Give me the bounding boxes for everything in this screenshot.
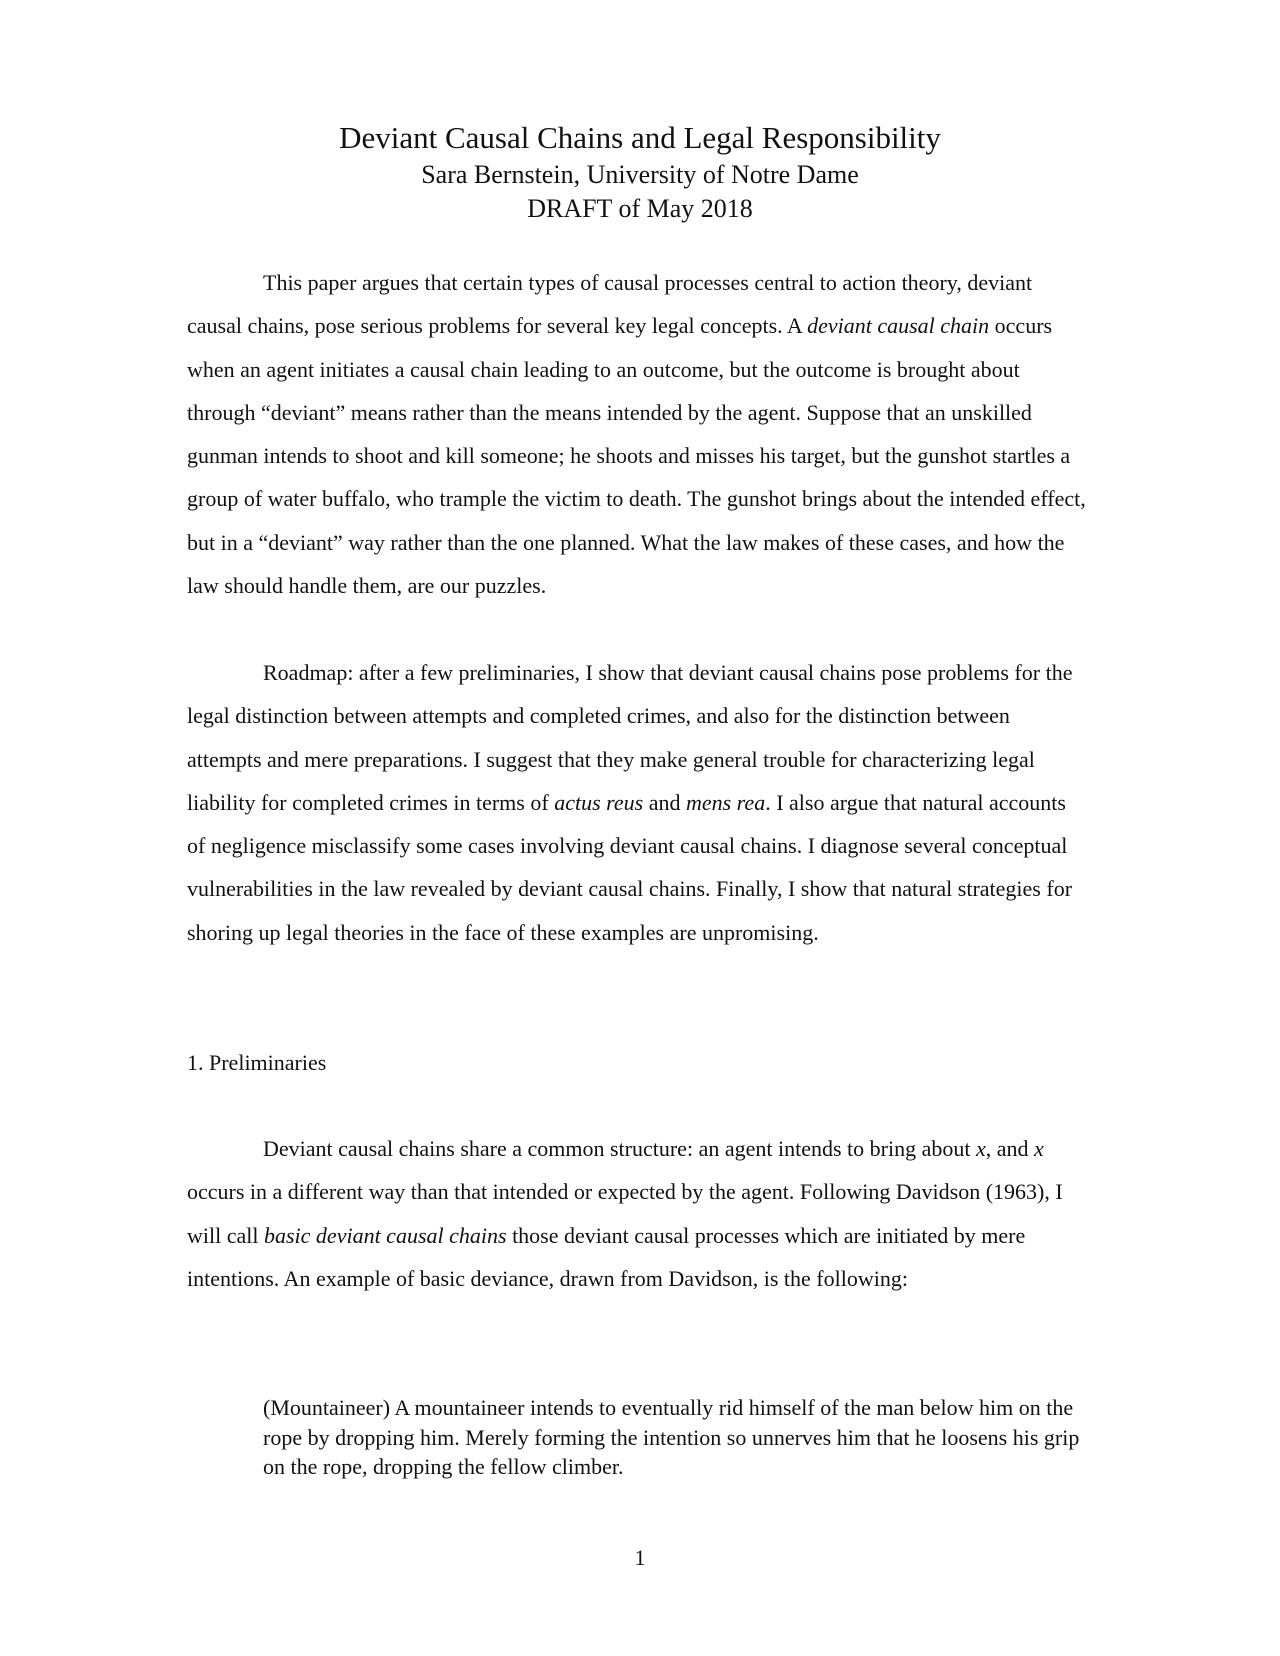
roadmap-text-1: Roadmap: after a few preliminaries, I show that deviant causal chains pose problems for the legal distinction between attempts and completed crimes, and also for the distinction between attempts and mere preparations. I suggest that they make general trouble for characterizing legal liability for completed crimes in terms of (187, 660, 1073, 815)
prelim-text-1: Deviant causal chains share a common structure: an agent intends to bring about (263, 1136, 976, 1161)
roadmap-text-3: . I also argue that natural accounts of negligence misclassify some cases involving deviant causal chains. I diagnose several conceptual vulnerabilities in the law revealed by deviant causal chains. Finally, I show that natural strategies for shoring up legal theories in the face of these examples are unpromising. (187, 789, 1073, 945)
roadmap-text-2: and (643, 789, 686, 815)
roadmap-italic-actus-reus: actus reus (554, 789, 644, 815)
roadmap-italic-mens-rea: mens rea (685, 789, 766, 815)
prelim-italic-term: basic deviant causal chains (263, 1222, 507, 1248)
intro-paragraph (187, 261, 1087, 607)
prelim-italic-x-1: x (975, 1136, 986, 1161)
paper-title: Deviant Causal Chains and Legal Responsibility (339, 120, 941, 155)
author-affiliation: Sara Bernstein, University of Notre Dame (421, 160, 859, 189)
prelim-text-2: , and (985, 1136, 1034, 1161)
prelim-text-3: occurs in a different way than that intended or expected by the agent. Following Davidson (1963), I will call (187, 1179, 1063, 1248)
prelim-italic-x-2: x (1033, 1136, 1044, 1161)
section-heading-preliminaries: 1. Preliminaries (187, 1050, 327, 1075)
intro-text-2: occurs when an agent initiates a causal chain leading to an outcome, but the outcome is brought about through “deviant” means rather than the means intended by the agent. Suppose that an unskilled gunman intends to shoot and kill someone; he shoots and misses his target, but the gunshot startles a group of water buffalo, who trample the victim to death. The gunshot brings about the intended effect, but in a “deviant” way rather than the one planned. What the law makes of these cases, and how the law should handle them, are our puzzles. (187, 313, 1086, 599)
page-number: 1 (634, 1545, 646, 1570)
mountaineer-example-quote: (Mountaineer) A mountaineer intends to eventually rid himself of the man below him on the rope by dropping him. Merely forming the intention so unnerves him that he loosens his grip on the rope, dropping the fellow climber. (263, 1395, 1080, 1479)
roadmap-paragraph (187, 651, 1087, 954)
intro-text-1: This paper argues that certain types of causal processes central to action theory, deviant causal chains, pose serious problems for several key legal concepts. A (187, 270, 1033, 339)
intro-italic-term: deviant causal chain (807, 313, 990, 339)
preliminaries-paragraph (187, 1127, 1087, 1300)
prelim-text-4: those deviant causal processes which are initiated by mere intentions. An example of basic deviance, drawn from Davidson, is the following: (187, 1222, 1026, 1291)
draft-date: DRAFT of May 2018 (527, 194, 753, 223)
